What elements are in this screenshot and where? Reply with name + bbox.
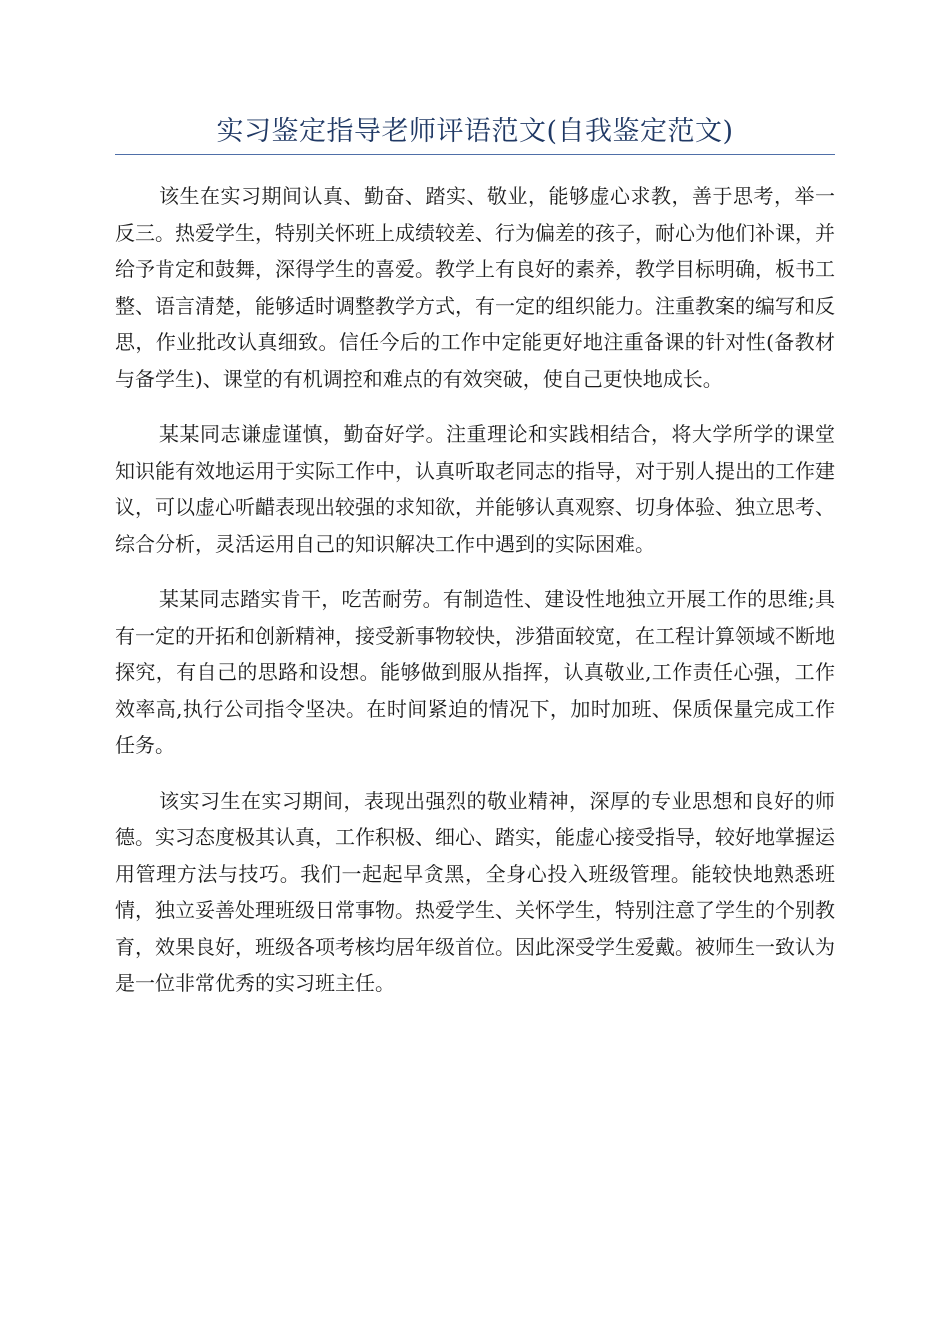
document-body xyxy=(115,178,835,1021)
paragraph-4: 该实习生在实习期间，表现出强烈的敬业精神，深厚的专业思想和良好的师德。实习态度极其认真，工作积极、细心、踏实，能虚心接受指导，较好地掌握运用管理方法与技巧。我们一起起早贪黑，全身心投入班级管理。能较快地熟悉班情，独立妥善处理班级日常事物。热爱学生、关怀学生，特别注意了学生的个别教育，效果良好，班级各项考核均居年级首位。因此深受学生爱戴。被师生一致认为是一位非常优秀的实习班主任。 xyxy=(115,788,835,995)
paragraph-1: 该生在实习期间认真、勤奋、踏实、敬业，能够虚心求教，善于思考，举一反三。热爱学生，特别关怀班上成绩较差、行为偏差的孩子，耐心为他们补课，并给予肯定和鼓舞，深得学生的喜爱。教学上有良好的素养，教学目标明确，板书工整、语言清楚，能够适时调整教学方式，有一定的组织能力。注重教案的编写和反思，作业批改认真细致。信任今后的工作中定能更好地注重备课的针对性(备教材与备学生)、课堂的有机调控和难点的有效突破，使自己更快地成长。 xyxy=(115,184,835,391)
paragraph-3: 某某同志踏实肯干，吃苦耐劳。有制造性、建设性地独立开展工作的思维;具有一定的开拓和创新精神，接受新事物较快，涉猎面较宽，在工程计算领域不断地探究，有自己的思路和设想。能够做到服从指挥，认真敬业,工作责任心强，工作效率高,执行公司指令坚决。在时间紧迫的情况下，加时加班、保质保量完成工作任务。 xyxy=(115,587,835,757)
paragraph-2: 某某同志谦虚谨慎，勤奋好学。注重理论和实践相结合，将大学所学的课堂知识能有效地运用于实际工作中，认真听取老同志的指导，对于别人提出的工作建议，可以虚心听齰表现出较强的求知欲，并能够认真观察、切身体验、独立思考、综合分析，灵活运用自己的知识解决工作中遇到的实际困难。 xyxy=(115,422,835,556)
title-underline xyxy=(115,154,835,155)
page-title: 实习鉴定指导老师评语范文(自我鉴定范文) xyxy=(216,116,734,147)
